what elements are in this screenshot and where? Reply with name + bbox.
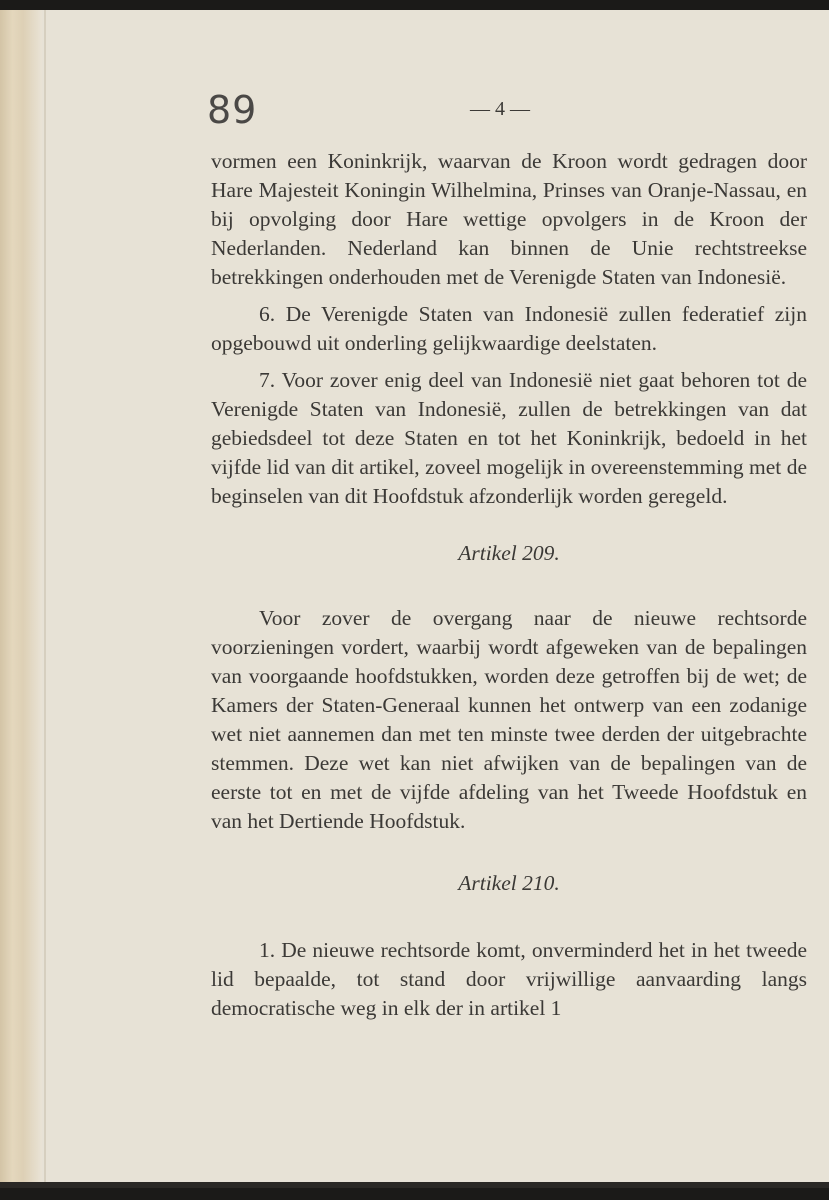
scan-bottom-edge bbox=[0, 1182, 829, 1188]
paragraph-artikel-209: Voor zover de overgang naar de nieuwe rechtsorde voorzieningen vordert, waarbij wordt afgeweken van de bepalingen van voorgaande hoofdstukken, worden deze getroffen bij de wet; de Kamers der Staten-Generaal kunnen het ontwerp van een zodanige wet niet aannemen dan met ten minste twee derden der uitgebrachte stemmen. Deze wet kan niet afwijken van de bepalingen van de eerste tot en met de vijfde afdeling van het Tweede Hoofdstuk en van het Dertiende Hoofdstuk. bbox=[211, 606, 807, 833]
heading-artikel-210: Artikel 210. bbox=[458, 871, 560, 895]
paragraph-item-6: 6. De Verenigde Staten van Indonesië zullen federatief zijn opgebouwd uit onderling gelijkwaardige deelstaten. bbox=[211, 302, 807, 355]
paragraph-item-7: 7. Voor zover enig deel van Indonesië niet gaat behoren tot de Verenigde Staten van Indonesië, zullen de betrekkingen van dat gebiedsdeel tot deze Staten en tot het Koninkrijk, bedoeld in het vijfde lid van dit artikel, zoveel mogelijk in overeenstemming met de beginselen van dit Hoofdstuk afzonderlijk worden geregeld. bbox=[211, 368, 807, 508]
body-text bbox=[211, 147, 807, 1023]
paragraph-continued: vormen een Koninkrijk, waarvan de Kroon wordt gedragen door Hare Majesteit Koningin Wilhelmina, Prinses van Oranje-Nassau, en bij opvolging door Hare wettige opvolgers in de Kroon der Nederlanden. Nederland kan binnen de Unie rechtstreekse betrekkingen onderhouden met de Verenigde Staten van Indonesië. bbox=[211, 149, 807, 289]
page-number: — 4 — bbox=[470, 98, 530, 120]
page-binding-edge bbox=[0, 10, 42, 1188]
binding-fold-line bbox=[44, 10, 46, 1188]
heading-artikel-209: Artikel 209. bbox=[458, 541, 560, 565]
paragraph-artikel-210: 1. De nieuwe rechtsorde komt, onverminderd het in het tweede lid bepaalde, tot stand door vrijwillige aanvaarding langs democratische weg in elk der in artikel 1 bbox=[211, 938, 807, 1020]
folio-number: 89 bbox=[207, 88, 258, 132]
scanned-page bbox=[0, 10, 829, 1188]
